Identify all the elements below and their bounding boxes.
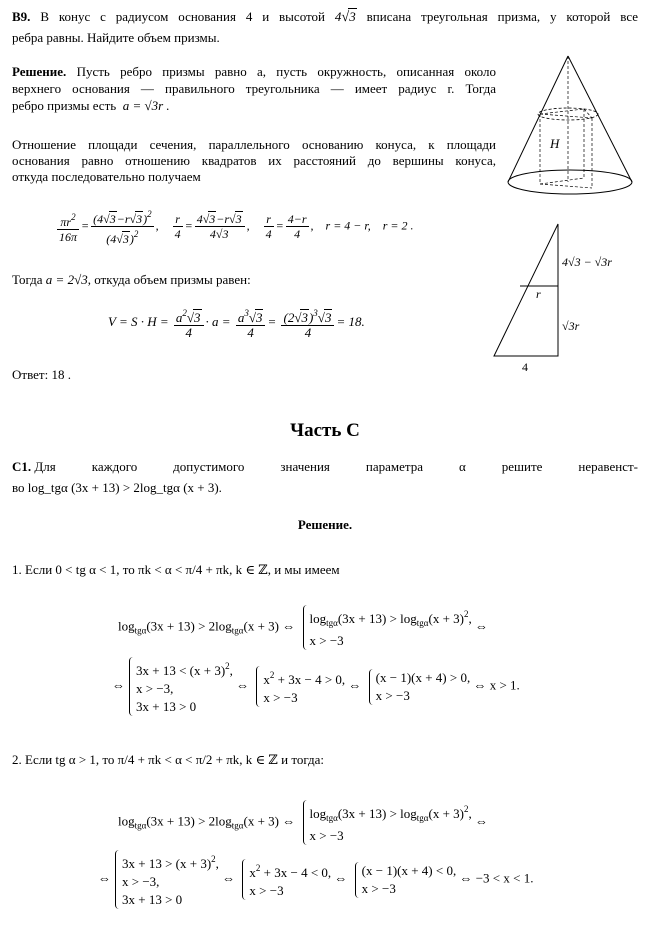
b9-label: В9. <box>12 9 31 24</box>
case1-line: 1. Если 0 < tg α < 1, то πk < α < π/4 + πk, k ∈ ℤ, и мы имеем <box>12 562 340 577</box>
tri-top-label: 4√3 − √3r <box>562 255 612 269</box>
case2-system-2: ⇔ $3x + 13 > (x + 3)^2$, x > −3, 3x + 13 > 0 ⇔ $x^2 + 3x - 4 < 0$, x > −3 ⇔ (x − 1)(x + 4) < 0, x > −3 ⇔ −3 < x < 1. <box>98 850 533 909</box>
tri-base-label: 4 <box>522 360 528 374</box>
tri-right-label: √3r <box>562 319 580 333</box>
then-line: Тогда a = 2√3, откуда объем призмы равен: <box>12 272 251 287</box>
solution1-line-2: верхнего основания — правильного треугольника — имеет радиус r. Тогда <box>12 81 496 96</box>
solution1-paragraph <box>12 63 496 114</box>
case1-system-1: $\log_{tg\alpha}(3x + 13) > 2\log_{tg\alpha}(x + 3)$ ⇔ $\log_{tg\alpha}(3x + 13) > \log_{tg\alpha}(x + 3)^2$, x > −3 ⇔ <box>118 605 488 650</box>
c1-line-2: во log_tgα (3x + 13) > 2log_tgα (x + 3). <box>12 480 222 495</box>
b9-text-b: вписана треугольная призма, у которой все <box>366 9 639 24</box>
volume-formula: V = S · H = $\frac{a^2√3}{4}$ · a = $\frac{a^3√3}{4}$ = $\frac{(2√3)^3√3}{4}$ = 18. <box>108 308 365 340</box>
solution1-line-3: ребро призмы есть a = √3r . <box>12 98 170 113</box>
b9-height-value: 4√3 <box>334 9 356 25</box>
cone-figure <box>500 52 640 202</box>
c1-solution-title: Решение. <box>297 517 353 532</box>
cone-h-label: H <box>550 136 560 151</box>
part-c-title: Часть С <box>290 420 360 441</box>
case2-system-1: $\log_{tg\alpha}(3x + 13) > 2\log_{tg\alpha}(x + 3)$ ⇔ $\log_{tg\alpha}(3x + 13) > \log_{tg\alpha}(x + 3)^2$, x > −3 ⇔ <box>118 800 488 845</box>
c1-line-1: С1. Для каждого допустимого значения параметра α решите неравенст- <box>12 459 638 474</box>
case2-line: 2. Если tg α > 1, то π/4 + πk < α < π/2 + πk, k ∈ ℤ и тогда: <box>12 752 325 767</box>
b9-text-a: В конус с радиусом основания 4 и высотой <box>40 9 325 24</box>
b9-line-1 <box>12 9 638 25</box>
solution1-paragraph-2: Отношение площади сечения, параллельного основанию конуса, к площади основания равно отношению квадратов их расстояний до вершины конуса, откуда последовательно получаем <box>12 137 496 184</box>
b9-line-2: ребра равны. Найдите объем призмы. <box>12 30 220 45</box>
tri-mid-label: r <box>536 287 541 301</box>
ratio-chain: $\frac{\pi r^2}{16\pi}$ = $\frac{(4√3-r√3)^2}{(4√3)^2}$ , $\frac{r}{4}$ = $\frac{4√3-r√3}{4√3}$ , $\frac{r}{4}$ = $\frac{4-r}{4}$ , r = 4 − r, r = 2 . <box>59 209 414 246</box>
answer-line: Ответ: 18 . <box>12 367 71 382</box>
case1-system-2: ⇔ $3x + 13 < (x + 3)^2$, x > −3, 3x + 13 > 0 ⇔ $x^2 + 3x - 4 > 0$, x > −3 ⇔ (x − 1)(x + 4) > 0, x > −3 ⇔ x > 1. <box>112 657 520 716</box>
solution1-line-1: Решение. Пусть ребро призмы равно a, пусть окружность, описанная около <box>12 64 496 79</box>
triangle-figure <box>486 218 646 378</box>
